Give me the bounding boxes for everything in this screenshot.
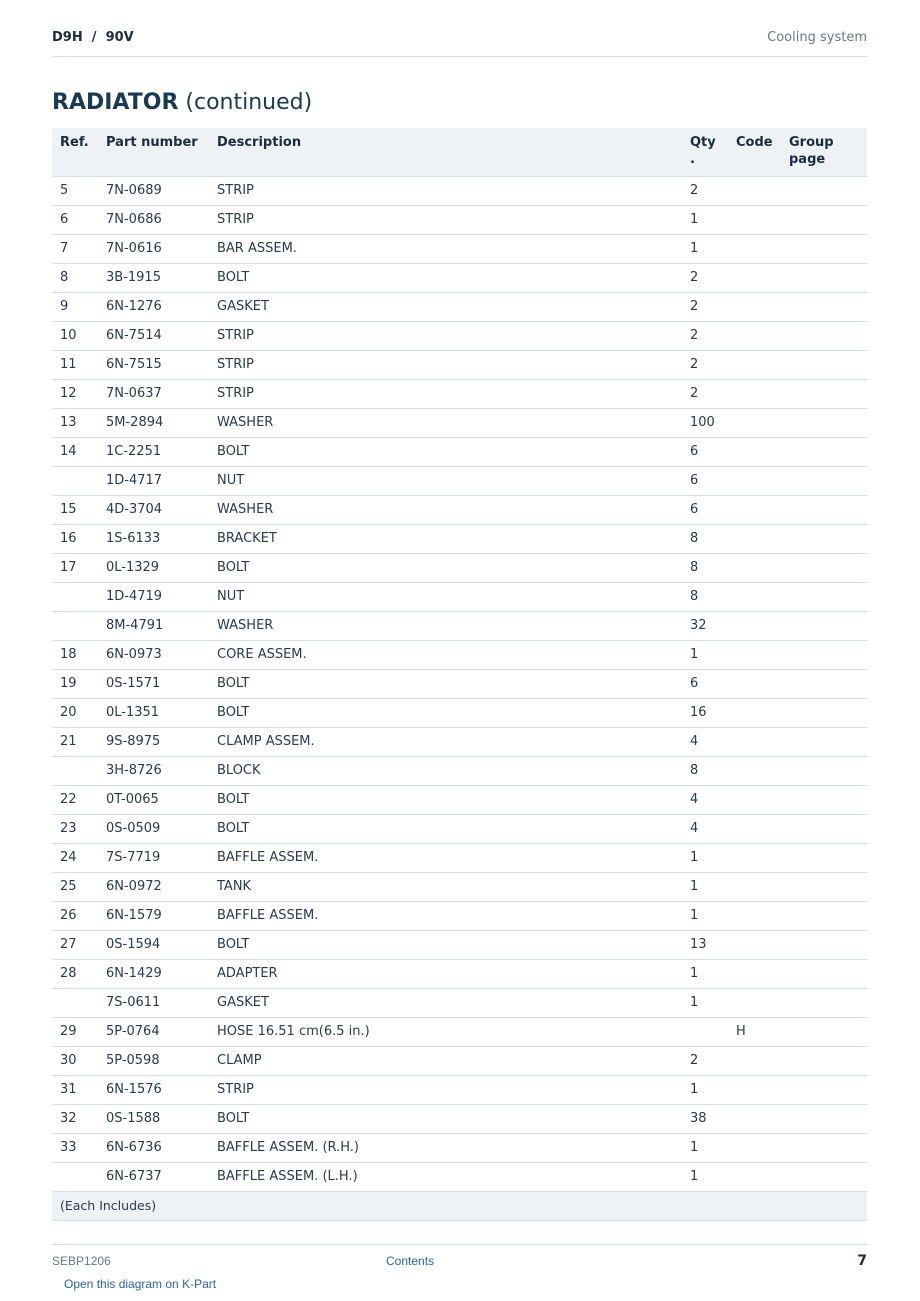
qty-cell: 100: [682, 409, 728, 438]
description-cell: STRIP: [209, 322, 682, 351]
qty-cell: 2: [682, 322, 728, 351]
part-number-cell: 6N-6736: [98, 1134, 209, 1163]
description-cell: NUT: [209, 583, 682, 612]
ref-cell: 24: [52, 844, 98, 873]
group-page-cell: [781, 409, 867, 438]
ref-cell: 25: [52, 873, 98, 902]
table-row: [52, 583, 867, 612]
page-header: [52, 0, 867, 57]
code-cell: [728, 699, 781, 728]
part-number-cell: 3H-8726: [98, 757, 209, 786]
code-cell: [728, 554, 781, 583]
qty-cell: 6: [682, 670, 728, 699]
table-header-row: [52, 128, 867, 177]
table-row: [52, 409, 867, 438]
group-page-cell: [781, 235, 867, 264]
group-page-cell: [781, 438, 867, 467]
ref-cell: 21: [52, 728, 98, 757]
table-row: [52, 467, 867, 496]
description-cell: BAFFLE ASSEM.: [209, 902, 682, 931]
part-number-cell: 1C-2251: [98, 438, 209, 467]
qty-cell: 4: [682, 786, 728, 815]
part-number-cell: 6N-0972: [98, 873, 209, 902]
code-cell: [728, 380, 781, 409]
description-cell: STRIP: [209, 1076, 682, 1105]
part-number-cell: 6N-1429: [98, 960, 209, 989]
group-page-cell: [781, 931, 867, 960]
group-page-cell: [781, 873, 867, 902]
part-number-cell: 4D-3704: [98, 496, 209, 525]
ref-cell: 12: [52, 380, 98, 409]
code-cell: [728, 1163, 781, 1192]
code-cell: [728, 177, 781, 206]
code-cell: [728, 873, 781, 902]
group-page-cell: [781, 844, 867, 873]
ref-cell: 23: [52, 815, 98, 844]
ref-cell: 28: [52, 960, 98, 989]
group-page-cell: [781, 757, 867, 786]
group-page-cell: [781, 467, 867, 496]
table-row: [52, 1163, 867, 1192]
group-page-cell: [781, 496, 867, 525]
ref-cell: 33: [52, 1134, 98, 1163]
ref-cell: 32: [52, 1105, 98, 1134]
qty-cell: 4: [682, 728, 728, 757]
qty-cell: 2: [682, 351, 728, 380]
code-cell: [728, 264, 781, 293]
group-page-cell: [781, 960, 867, 989]
qty-cell: 6: [682, 438, 728, 467]
qty-cell: 8: [682, 554, 728, 583]
qty-cell: 6: [682, 496, 728, 525]
description-cell: STRIP: [209, 177, 682, 206]
table-note-row: [52, 1192, 867, 1221]
part-number-cell: 1D-4719: [98, 583, 209, 612]
group-page-cell: [781, 1105, 867, 1134]
ref-cell: 14: [52, 438, 98, 467]
group-page-cell: [781, 554, 867, 583]
ref-cell: 18: [52, 641, 98, 670]
code-cell: [728, 989, 781, 1018]
code-cell: [728, 931, 781, 960]
description-cell: WASHER: [209, 496, 682, 525]
open-diagram-link[interactable]: Open this diagram on K-Part: [64, 1277, 217, 1291]
table-row: [52, 699, 867, 728]
table-row: [52, 496, 867, 525]
part-number-cell: 0L-1351: [98, 699, 209, 728]
qty-cell: 1: [682, 844, 728, 873]
code-cell: [728, 293, 781, 322]
ref-cell: 20: [52, 699, 98, 728]
contents-link[interactable]: Contents: [386, 1254, 435, 1268]
description-cell: BOLT: [209, 264, 682, 293]
group-page-cell: [781, 1134, 867, 1163]
ref-cell: [52, 467, 98, 496]
description-cell: BLOCK: [209, 757, 682, 786]
part-number-cell: 7S-0611: [98, 989, 209, 1018]
ref-cell: 9: [52, 293, 98, 322]
qty-cell: 1: [682, 1163, 728, 1192]
qty-cell: 1: [682, 1076, 728, 1105]
part-number-cell: 7N-0686: [98, 206, 209, 235]
table-row: [52, 235, 867, 264]
code-cell: [728, 757, 781, 786]
part-number-cell: 6N-7515: [98, 351, 209, 380]
ref-cell: 13: [52, 409, 98, 438]
qty-cell: 32: [682, 612, 728, 641]
group-page-cell: [781, 1047, 867, 1076]
code-cell: H: [728, 1018, 781, 1047]
code-cell: [728, 728, 781, 757]
part-number-cell: 8M-4791: [98, 612, 209, 641]
qty-cell: 8: [682, 757, 728, 786]
description-cell: NUT: [209, 467, 682, 496]
qty-cell: 2: [682, 177, 728, 206]
description-cell: STRIP: [209, 206, 682, 235]
group-page-cell: [781, 322, 867, 351]
description-cell: BOLT: [209, 931, 682, 960]
column-header-ref: Ref.: [52, 128, 98, 177]
part-number-cell: 0T-0065: [98, 786, 209, 815]
table-row: [52, 1105, 867, 1134]
page-number: 7: [857, 1253, 867, 1269]
description-cell: STRIP: [209, 380, 682, 409]
part-number-cell: 0S-0509: [98, 815, 209, 844]
code-cell: [728, 206, 781, 235]
ref-cell: [52, 583, 98, 612]
table-row: [52, 206, 867, 235]
qty-cell: 8: [682, 525, 728, 554]
model-title: D9H / 90V: [52, 30, 134, 45]
part-number-cell: 6N-1579: [98, 902, 209, 931]
description-cell: HOSE 16.51 cm(6.5 in.): [209, 1018, 682, 1047]
group-page-cell: [781, 699, 867, 728]
table-row: [52, 1134, 867, 1163]
ref-cell: 26: [52, 902, 98, 931]
ref-cell: [52, 757, 98, 786]
group-page-cell: [781, 264, 867, 293]
group-page-cell: [781, 525, 867, 554]
table-row: [52, 873, 867, 902]
ref-cell: 5: [52, 177, 98, 206]
part-number-cell: 0S-1594: [98, 931, 209, 960]
code-cell: [728, 583, 781, 612]
qty-cell: 2: [682, 1047, 728, 1076]
qty-cell: 1: [682, 873, 728, 902]
ref-cell: 31: [52, 1076, 98, 1105]
table-row: [52, 351, 867, 380]
description-cell: GASKET: [209, 293, 682, 322]
table-row: [52, 380, 867, 409]
code-cell: [728, 351, 781, 380]
qty-cell: 1: [682, 1134, 728, 1163]
table-row: [52, 293, 867, 322]
ref-cell: 6: [52, 206, 98, 235]
ref-cell: 7: [52, 235, 98, 264]
page-footer: [52, 1244, 867, 1301]
description-cell: WASHER: [209, 409, 682, 438]
column-header-description: Description: [209, 128, 682, 177]
section-title: Cooling system: [767, 30, 867, 45]
part-number-cell: 5P-0764: [98, 1018, 209, 1047]
page-title-main: RADIATOR: [52, 90, 179, 115]
code-cell: [728, 1047, 781, 1076]
group-page-cell: [781, 786, 867, 815]
document-id: SEBP1206: [52, 1254, 111, 1268]
table-row: [52, 612, 867, 641]
part-number-cell: 7N-0689: [98, 177, 209, 206]
part-number-cell: 1S-6133: [98, 525, 209, 554]
description-cell: BOLT: [209, 1105, 682, 1134]
part-number-cell: 1D-4717: [98, 467, 209, 496]
parts-table-body: [52, 177, 867, 1221]
code-cell: [728, 235, 781, 264]
part-number-cell: 7S-7719: [98, 844, 209, 873]
group-page-cell: [781, 728, 867, 757]
code-cell: [728, 670, 781, 699]
ref-cell: 8: [52, 264, 98, 293]
table-row: [52, 786, 867, 815]
ref-cell: [52, 1163, 98, 1192]
table-row: [52, 438, 867, 467]
qty-cell: 4: [682, 815, 728, 844]
table-row: [52, 902, 867, 931]
ref-cell: 22: [52, 786, 98, 815]
ref-cell: 27: [52, 931, 98, 960]
group-page-cell: [781, 989, 867, 1018]
description-cell: GASKET: [209, 989, 682, 1018]
table-row: [52, 641, 867, 670]
qty-cell: 6: [682, 467, 728, 496]
code-cell: [728, 844, 781, 873]
ref-cell: 30: [52, 1047, 98, 1076]
code-cell: [728, 902, 781, 931]
description-cell: BAFFLE ASSEM. (R.H.): [209, 1134, 682, 1163]
group-page-cell: [781, 641, 867, 670]
column-header-qty: Qty .: [682, 128, 728, 177]
part-number-cell: 6N-6737: [98, 1163, 209, 1192]
code-cell: [728, 1105, 781, 1134]
description-cell: STRIP: [209, 351, 682, 380]
table-row: [52, 815, 867, 844]
qty-cell: 1: [682, 235, 728, 264]
code-cell: [728, 409, 781, 438]
part-number-cell: 7N-0616: [98, 235, 209, 264]
column-header-part-number: Part number: [98, 128, 209, 177]
ref-cell: [52, 989, 98, 1018]
group-page-cell: [781, 293, 867, 322]
code-cell: [728, 1076, 781, 1105]
description-cell: CORE ASSEM.: [209, 641, 682, 670]
ref-cell: 10: [52, 322, 98, 351]
group-page-cell: [781, 380, 867, 409]
description-cell: BOLT: [209, 438, 682, 467]
table-row: [52, 322, 867, 351]
group-page-cell: [781, 902, 867, 931]
group-page-cell: [781, 177, 867, 206]
code-cell: [728, 815, 781, 844]
qty-cell: 1: [682, 989, 728, 1018]
table-row: [52, 670, 867, 699]
table-row: [52, 264, 867, 293]
table-row: [52, 931, 867, 960]
code-cell: [728, 1134, 781, 1163]
table-row: [52, 844, 867, 873]
description-cell: CLAMP ASSEM.: [209, 728, 682, 757]
group-page-cell: [781, 583, 867, 612]
group-page-cell: [781, 1018, 867, 1047]
table-row: [52, 177, 867, 206]
part-number-cell: 6N-0973: [98, 641, 209, 670]
part-number-cell: 0L-1329: [98, 554, 209, 583]
description-cell: BOLT: [209, 670, 682, 699]
parts-table: [52, 128, 867, 1221]
group-page-cell: [781, 1163, 867, 1192]
part-number-cell: 5M-2894: [98, 409, 209, 438]
description-cell: ADAPTER: [209, 960, 682, 989]
qty-cell: 13: [682, 931, 728, 960]
qty-cell: 2: [682, 264, 728, 293]
part-number-cell: 9S-8975: [98, 728, 209, 757]
part-number-cell: 7N-0637: [98, 380, 209, 409]
qty-cell: 16: [682, 699, 728, 728]
code-cell: [728, 786, 781, 815]
table-row: [52, 757, 867, 786]
table-row: [52, 1047, 867, 1076]
group-page-cell: [781, 670, 867, 699]
group-page-cell: [781, 206, 867, 235]
description-cell: BAFFLE ASSEM. (L.H.): [209, 1163, 682, 1192]
code-cell: [728, 612, 781, 641]
page-title-sub: (continued): [178, 90, 313, 115]
qty-cell: 38: [682, 1105, 728, 1134]
description-cell: CLAMP: [209, 1047, 682, 1076]
part-number-cell: 3B-1915: [98, 264, 209, 293]
qty-cell: 2: [682, 380, 728, 409]
ref-cell: 15: [52, 496, 98, 525]
code-cell: [728, 641, 781, 670]
part-number-cell: 5P-0598: [98, 1047, 209, 1076]
description-cell: BOLT: [209, 815, 682, 844]
code-cell: [728, 467, 781, 496]
column-header-group-page: Group page: [781, 128, 867, 177]
code-cell: [728, 322, 781, 351]
table-row: [52, 989, 867, 1018]
table-row: [52, 1076, 867, 1105]
table-row: [52, 525, 867, 554]
table-row: [52, 554, 867, 583]
description-cell: BOLT: [209, 699, 682, 728]
code-cell: [728, 496, 781, 525]
ref-cell: 19: [52, 670, 98, 699]
page-title: [52, 90, 312, 115]
description-cell: TANK: [209, 873, 682, 902]
description-cell: BOLT: [209, 786, 682, 815]
qty-cell: [682, 1018, 728, 1047]
qty-cell: 1: [682, 206, 728, 235]
part-number-cell: 6N-1276: [98, 293, 209, 322]
qty-cell: 2: [682, 293, 728, 322]
group-page-cell: [781, 351, 867, 380]
part-number-cell: 0S-1571: [98, 670, 209, 699]
table-row: [52, 1018, 867, 1047]
qty-cell: 1: [682, 641, 728, 670]
part-number-cell: 6N-7514: [98, 322, 209, 351]
group-page-cell: [781, 1076, 867, 1105]
description-cell: BAR ASSEM.: [209, 235, 682, 264]
code-cell: [728, 960, 781, 989]
part-number-cell: 0S-1588: [98, 1105, 209, 1134]
description-cell: BAFFLE ASSEM.: [209, 844, 682, 873]
table-row: [52, 960, 867, 989]
ref-cell: 17: [52, 554, 98, 583]
ref-cell: 29: [52, 1018, 98, 1047]
group-page-cell: [781, 815, 867, 844]
group-page-cell: [781, 612, 867, 641]
description-cell: BOLT: [209, 554, 682, 583]
ref-cell: 16: [52, 525, 98, 554]
description-cell: BRACKET: [209, 525, 682, 554]
code-cell: [728, 438, 781, 467]
ref-cell: 11: [52, 351, 98, 380]
column-header-code: Code: [728, 128, 781, 177]
part-number-cell: 6N-1576: [98, 1076, 209, 1105]
description-cell: WASHER: [209, 612, 682, 641]
table-row: [52, 728, 867, 757]
qty-cell: 8: [682, 583, 728, 612]
qty-cell: 1: [682, 902, 728, 931]
code-cell: [728, 525, 781, 554]
qty-cell: 1: [682, 960, 728, 989]
ref-cell: [52, 612, 98, 641]
each-includes-note: (Each Includes): [52, 1192, 867, 1221]
